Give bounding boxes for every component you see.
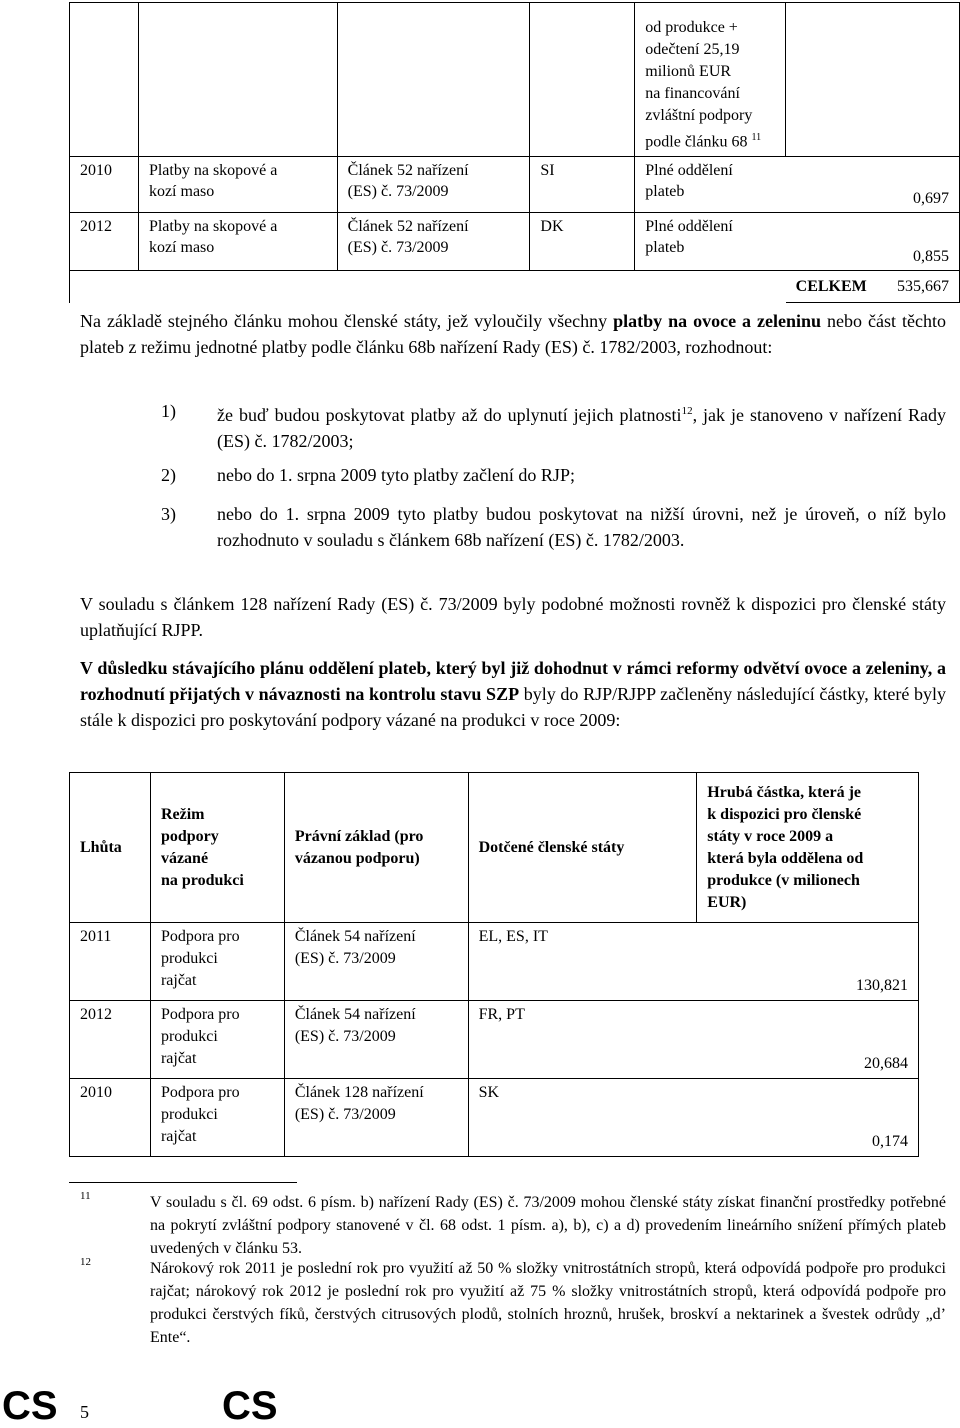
table-row: 2011 Podpora pro produkci rajčat Článek 54 nařízení (ES) č. 73/2009 EL, ES, IT 130,821 [70,923,919,1001]
bold-text: platby na ovoce a zeleninu [613,311,822,331]
header-amount: Hrubá částka, která je k dispozici pro členské státy v roce 2009 a která byla oddělena od produkce (v milionech EUR) [697,773,919,923]
header-states: Dotčené členské státy [468,773,697,923]
footnote-number: 12 [80,1256,91,1268]
list-item: 3) nebo do 1. srpna 2009 tyto platby budou poskytovat na nižší úrovni, než je úroveň, o níž bylo rozhodnuto v souladu s článkem 68b nařízení (ES) č. 1782/2003. [161,504,946,550]
header-basis: Právní základ (pro vázanou podporu) [284,773,468,923]
total-label: CELKEM [795,278,867,296]
amount-cell: 130,821 [697,923,919,1001]
footnote-number: 11 [80,1190,91,1202]
paragraph: V souladu s článkem 128 nařízení Rady (ES) č. 73/2009 byly podobné možnosti rovněž k dispozici pro členské státy uplatňující RJPP. [80,594,946,640]
footnote-divider [69,1182,297,1183]
page-number: 5 [80,1402,89,1422]
paragraph: Na základě stejného článku mohou členské státy, jež vyloučily všechny platby na ovoce a zeleninu nebo část těchto plateb z režimu jednotné platby podle článku 68b nařízení Rady (ES) č. 1782/2003, rozhodnout: [80,311,946,357]
list-item: 2) nebo do 1. srpna 2009 tyto platby začlení do RJP; [161,465,575,485]
table-row: 2010 Podpora pro produkci rajčat Článek 128 nařízení (ES) č. 73/2009 SK 0,174 [70,1079,919,1157]
amount-cell: 0,174 [697,1079,919,1157]
amount-cell: 0,697 [786,157,960,213]
table-row: 2010 Platby na skopové a kozí maso Článek 52 nařízení (ES) č. 73/2009 SI Plné oddělení plateb 0,697 [70,157,960,213]
cell-method-continuation: od produkce + odečtení 25,19 milionů EUR na financování zvláštní podpory podle článku 68 $^{11}$ [635,3,786,157]
list-item: 1) že buď budou poskytovat platby až do uplynutí jejich platnosti$^{12}$, jak je stanoveno v nařízení Rady (ES) č. 1782/2003; [161,401,946,451]
footnote-ref: 11 [751,132,762,143]
footnote-ref: 12 [681,405,693,417]
footnote: V souladu s čl. 69 odst. 6 písm. b) nařízení Rady (ES) č. 73/2009 mohou členské státy získat finanční prostředky potřebné na pokrytí zvláštní podpory stanovené v čl. 68 odst. 1 písm. a), b), c) a d) provedením lineárního snížení přímých plateb uvedených v článku 53. [150,1194,946,1257]
header-regime: Režim podpory vázané na produkci [150,773,284,923]
header-period: Lhůta [70,773,151,923]
total-value: 535,667 [897,278,949,296]
table-row: 2012 Podpora pro produkci rajčat Článek 54 nařízení (ES) č. 73/2009 FR, PT 20,684 [70,1001,919,1079]
table-header-row [70,773,919,923]
total-row [70,271,960,303]
footer-language-right: CS [222,1384,278,1428]
footnote: Nárokový rok 2011 je poslední rok pro využití až 50 % složky vnitrostátních stropů, která odpovídá podpoře pro produkci rajčat; nárokový rok 2012 je poslední rok pro využití až 75 % složky vnitrostátních stropů, která odpovídá podpoře pro produkci čerstvých fíků, čerstvých citrusových plodů, stolních hroznů, hrušek, broskví a nektarinek a švestek odrůdy „d’ Ente“. [150,1260,946,1346]
footer-language-left: CS [2,1384,58,1428]
amount-cell: 20,684 [697,1001,919,1079]
table-row: 2012 Platby na skopové a kozí maso Článek 52 nařízení (ES) č. 73/2009 DK Plné oddělení plateb 0,855 [70,213,960,271]
amount-cell: 0,855 [786,213,960,271]
top-table [69,2,960,303]
amounts-table [69,772,919,1157]
bold-text: V důsledku stávajícího plánu oddělení plateb, který byl již dohodnut v rámci reformy odvětví ovoce a zeleniny, a rozhodnutí přijatých v návaznosti na kontrolu stavu SZP [80,658,946,704]
paragraph: V důsledku stávajícího plánu oddělení plateb, který byl již dohodnut v rámci reformy odvětví ovoce a zeleniny, a rozhodnutí přijatých v návaznosti na kontrolu stavu SZP byly do RJP/RJPP začleněny následující částky, které byly stále k dispozici pro poskytování podpory vázané na produkci v roce 2009: [80,658,946,730]
table-row [70,3,960,157]
